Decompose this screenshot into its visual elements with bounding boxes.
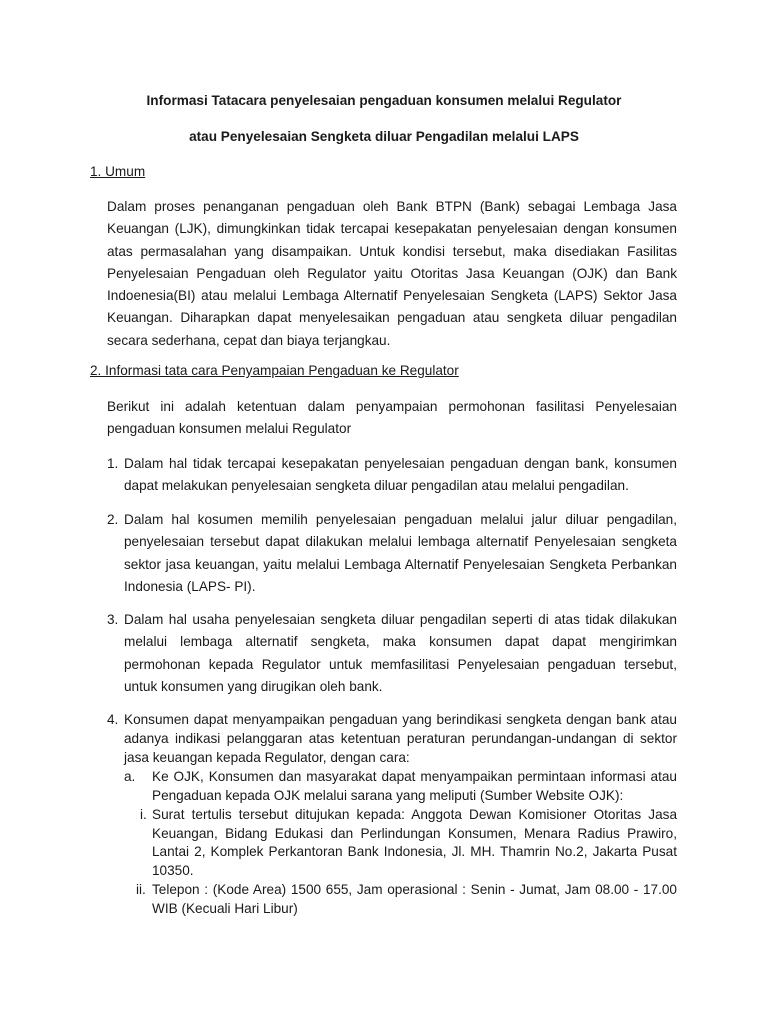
list-item-number: 1. bbox=[107, 456, 119, 471]
list-item-text: Dalam hal kosumen memilih penyelesaian pengaduan melalui jalur diluar pengadilan, penyelesaian tersebut dapat dilakukan melalui lembaga alternatif Penyelesaian sengketa sektor jasa keuangan, yaitu melalui Lembaga Alternatif Penyelesaian Sengketa Perbankan Indonesia (LAPS- PI). bbox=[124, 512, 677, 594]
list-item-text: Dalam hal tidak tercapai kesepakatan penyelesaian pengaduan dengan bank, konsumen dapat melakukan penyelesaian sengketa diluar pengadilan atau melalui pengadilan. bbox=[124, 456, 677, 494]
roman-item-number: i. bbox=[140, 807, 147, 822]
list-item-number: 3. bbox=[107, 612, 119, 627]
list-item-2 bbox=[107, 509, 677, 598]
section-1-heading: 1. Umum bbox=[90, 164, 146, 179]
list-item-text: Dalam hal usaha penyelesaian sengketa diluar pengadilan seperti di atas tidak dilakukan melalui lembaga alternatif sengketa, maka konsumen dapat dapat mengirimkan permohonan kepada Regulator untuk memfasilitasi Penyelesaian pengaduan tersebut, untuk konsumen yang dirugikan oleh bank. bbox=[124, 612, 677, 694]
sub-item-letter: a. bbox=[124, 769, 136, 784]
list-item-text: Konsumen dapat menyampaikan pengaduan yang berindikasi sengketa dengan bank atau adanya indikasi pelanggaran atas ketentuan peraturan perundangan-undangan di sektor jasa keuangan kepada Regulator, dengan cara: bbox=[124, 712, 677, 765]
roman-item-text: Surat tertulis tersebut ditujukan kepada: Anggota Dewan Komisioner Otoritas Jasa Keuangan, Bidang Edukasi dan Perlindungan Konsumen, Menara Radius Prawiro, Lantai 2, Komplek Perkantoran Bank Indonesia, Jl. MH. Thamrin No.2, Jakarta Pusat 10350. bbox=[152, 807, 677, 878]
section-2-intro: Berikut ini adalah ketentuan dalam penyampaian permohonan fasilitasi Penyelesaian pengaduan konsumen melalui Regulator bbox=[107, 399, 677, 437]
list-item-1 bbox=[107, 453, 677, 498]
sub-item-a bbox=[124, 768, 677, 805]
section-1-paragraph: Dalam proses penanganan pengaduan oleh Bank BTPN (Bank) sebagai Lembaga Jasa Keuangan (LJK), dimungkinkan tidak tercapai kesepakatan penyelesaian dengan konsumen atas permasalahan yang disampaikan. Untuk kondisi tersebut, maka disediakan Fasilitas Penyelesaian Pengaduan oleh Regulator yaitu Otoritas Jasa Keuangan (OJK) dan Bank Indoenesia(BI) atau melalui Lembaga Alternatif Penyelesaian Sengketa (LAPS) Sektor Jasa Keuangan. Diharapkan dapat menyelesaikan pengaduan atau sengketa diluar pengadilan secara sederhana, cepat dan biaya terjangkau. bbox=[107, 199, 677, 348]
list-item-3 bbox=[107, 609, 677, 698]
document-title-line-2: atau Penyelesaian Sengketa diluar Pengadilan melalui LAPS bbox=[189, 129, 579, 144]
roman-item-ii bbox=[136, 881, 677, 918]
roman-item-i bbox=[140, 806, 677, 880]
roman-item-text: Telepon : (Kode Area) 1500 655, Jam operasional : Senin - Jumat, Jam 08.00 - 17.00 WIB (Kecuali Hari Libur) bbox=[152, 882, 677, 916]
document-title-line-1: Informasi Tatacara penyelesaian pengaduan konsumen melalui Regulator bbox=[146, 93, 622, 108]
roman-item-number: ii. bbox=[136, 882, 146, 897]
list-item-number: 2. bbox=[107, 512, 119, 527]
section-2-heading: 2. Informasi tata cara Penyampaian Pengaduan ke Regulator bbox=[90, 363, 459, 378]
sub-item-text: Ke OJK, Konsumen dan masyarakat dapat menyampaikan permintaan informasi atau Pengaduan kepada OJK melalui sarana yang meliputi (Sumber Website OJK): bbox=[152, 769, 677, 803]
list-item-number: 4. bbox=[107, 712, 119, 727]
list-item-4 bbox=[107, 710, 677, 767]
